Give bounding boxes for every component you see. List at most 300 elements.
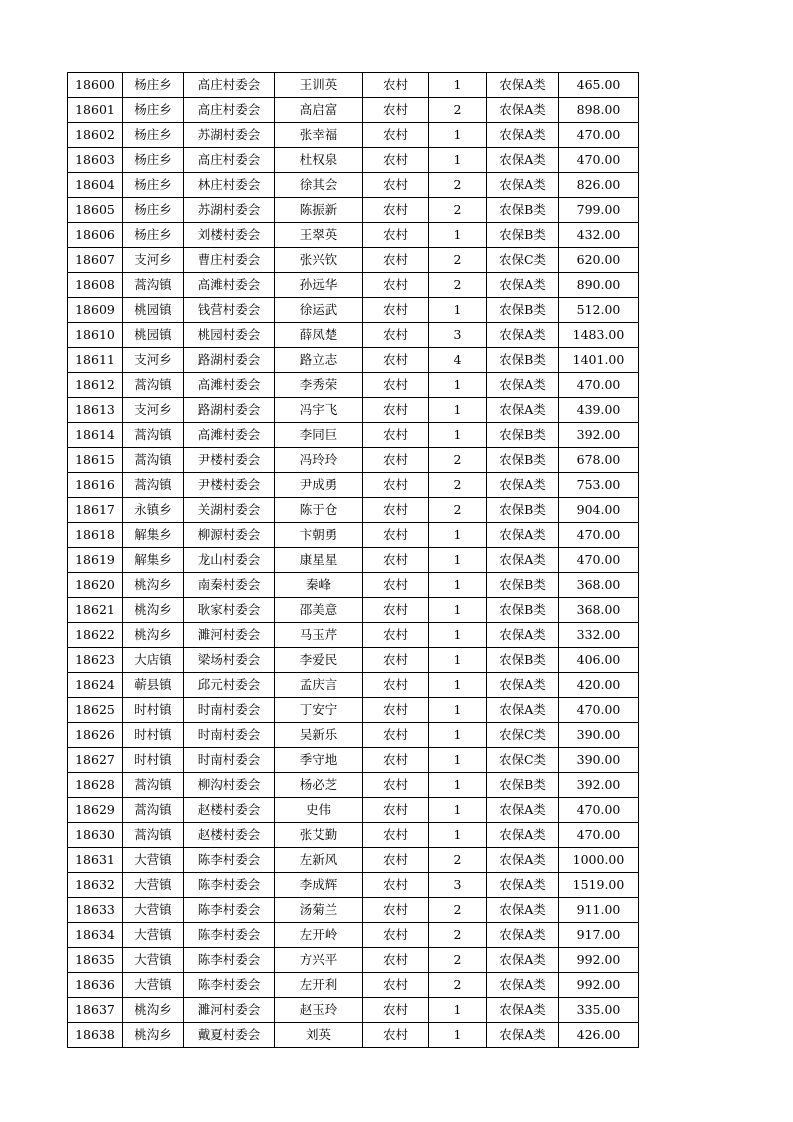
township-cell: 支河乡 bbox=[123, 398, 184, 423]
area-type-cell: 农村 bbox=[363, 598, 429, 623]
table-row bbox=[68, 148, 639, 173]
township-cell: 蒿沟镇 bbox=[123, 773, 184, 798]
name-cell: 刘英 bbox=[275, 1023, 363, 1048]
area-type-cell: 农村 bbox=[363, 748, 429, 773]
township-cell: 蒿沟镇 bbox=[123, 798, 184, 823]
household-count-cell: 1 bbox=[429, 823, 487, 848]
amount-cell: 392.00 bbox=[559, 773, 639, 798]
village-committee-cell: 龙山村委会 bbox=[184, 548, 275, 573]
amount-cell: 470.00 bbox=[559, 123, 639, 148]
township-cell: 永镇乡 bbox=[123, 498, 184, 523]
record-id-cell: 18619 bbox=[68, 548, 123, 573]
amount-cell: 898.00 bbox=[559, 98, 639, 123]
area-type-cell: 农村 bbox=[363, 948, 429, 973]
area-type-cell: 农村 bbox=[363, 548, 429, 573]
area-type-cell: 农村 bbox=[363, 173, 429, 198]
village-committee-cell: 尹楼村委会 bbox=[184, 448, 275, 473]
name-cell: 冯玲玲 bbox=[275, 448, 363, 473]
area-type-cell: 农村 bbox=[363, 148, 429, 173]
name-cell: 路立志 bbox=[275, 348, 363, 373]
village-committee-cell: 高滩村委会 bbox=[184, 373, 275, 398]
name-cell: 徐其会 bbox=[275, 173, 363, 198]
amount-cell: 470.00 bbox=[559, 148, 639, 173]
record-id-cell: 18630 bbox=[68, 823, 123, 848]
township-cell: 杨庄乡 bbox=[123, 148, 184, 173]
village-committee-cell: 高庄村委会 bbox=[184, 98, 275, 123]
household-count-cell: 4 bbox=[429, 348, 487, 373]
household-count-cell: 1 bbox=[429, 798, 487, 823]
amount-cell: 368.00 bbox=[559, 598, 639, 623]
insurance-category-cell: 农保A类 bbox=[487, 898, 559, 923]
household-count-cell: 1 bbox=[429, 373, 487, 398]
name-cell: 康星星 bbox=[275, 548, 363, 573]
household-count-cell: 1 bbox=[429, 73, 487, 98]
household-count-cell: 1 bbox=[429, 548, 487, 573]
amount-cell: 470.00 bbox=[559, 823, 639, 848]
roster-table bbox=[67, 72, 639, 1048]
name-cell: 尹成勇 bbox=[275, 473, 363, 498]
household-count-cell: 1 bbox=[429, 698, 487, 723]
township-cell: 大营镇 bbox=[123, 873, 184, 898]
insurance-category-cell: 农保B类 bbox=[487, 198, 559, 223]
township-cell: 蒿沟镇 bbox=[123, 273, 184, 298]
table-row bbox=[68, 748, 639, 773]
record-id-cell: 18626 bbox=[68, 723, 123, 748]
amount-cell: 753.00 bbox=[559, 473, 639, 498]
household-count-cell: 3 bbox=[429, 323, 487, 348]
area-type-cell: 农村 bbox=[363, 923, 429, 948]
name-cell: 孙远华 bbox=[275, 273, 363, 298]
household-count-cell: 1 bbox=[429, 748, 487, 773]
amount-cell: 678.00 bbox=[559, 448, 639, 473]
household-count-cell: 1 bbox=[429, 123, 487, 148]
village-committee-cell: 柳源村委会 bbox=[184, 523, 275, 548]
village-committee-cell: 陈李村委会 bbox=[184, 973, 275, 998]
name-cell: 李秀荣 bbox=[275, 373, 363, 398]
village-committee-cell: 路湖村委会 bbox=[184, 398, 275, 423]
table-row bbox=[68, 723, 639, 748]
record-id-cell: 18629 bbox=[68, 798, 123, 823]
insurance-category-cell: 农保A类 bbox=[487, 398, 559, 423]
household-count-cell: 1 bbox=[429, 773, 487, 798]
township-cell: 大营镇 bbox=[123, 948, 184, 973]
insurance-category-cell: 农保B类 bbox=[487, 348, 559, 373]
township-cell: 蒿沟镇 bbox=[123, 823, 184, 848]
household-count-cell: 1 bbox=[429, 573, 487, 598]
amount-cell: 470.00 bbox=[559, 798, 639, 823]
name-cell: 李爱民 bbox=[275, 648, 363, 673]
insurance-category-cell: 农保B类 bbox=[487, 648, 559, 673]
amount-cell: 1000.00 bbox=[559, 848, 639, 873]
table-row bbox=[68, 773, 639, 798]
area-type-cell: 农村 bbox=[363, 848, 429, 873]
insurance-category-cell: 农保A类 bbox=[487, 373, 559, 398]
area-type-cell: 农村 bbox=[363, 398, 429, 423]
area-type-cell: 农村 bbox=[363, 573, 429, 598]
village-committee-cell: 高庄村委会 bbox=[184, 148, 275, 173]
village-committee-cell: 陈李村委会 bbox=[184, 898, 275, 923]
name-cell: 史伟 bbox=[275, 798, 363, 823]
record-id-cell: 18606 bbox=[68, 223, 123, 248]
area-type-cell: 农村 bbox=[363, 373, 429, 398]
record-id-cell: 18614 bbox=[68, 423, 123, 448]
record-id-cell: 18603 bbox=[68, 148, 123, 173]
village-committee-cell: 戴夏村委会 bbox=[184, 1023, 275, 1048]
village-committee-cell: 陈李村委会 bbox=[184, 948, 275, 973]
household-count-cell: 1 bbox=[429, 148, 487, 173]
township-cell: 杨庄乡 bbox=[123, 223, 184, 248]
village-committee-cell: 苏湖村委会 bbox=[184, 198, 275, 223]
amount-cell: 432.00 bbox=[559, 223, 639, 248]
area-type-cell: 农村 bbox=[363, 198, 429, 223]
amount-cell: 368.00 bbox=[559, 573, 639, 598]
amount-cell: 992.00 bbox=[559, 948, 639, 973]
township-cell: 桃沟乡 bbox=[123, 573, 184, 598]
area-type-cell: 农村 bbox=[363, 698, 429, 723]
insurance-category-cell: 农保A类 bbox=[487, 98, 559, 123]
village-committee-cell: 时南村委会 bbox=[184, 748, 275, 773]
insurance-category-cell: 农保A类 bbox=[487, 1023, 559, 1048]
household-count-cell: 2 bbox=[429, 448, 487, 473]
village-committee-cell: 南秦村委会 bbox=[184, 573, 275, 598]
area-type-cell: 农村 bbox=[363, 473, 429, 498]
name-cell: 王训英 bbox=[275, 73, 363, 98]
name-cell: 马玉芹 bbox=[275, 623, 363, 648]
township-cell: 杨庄乡 bbox=[123, 73, 184, 98]
township-cell: 支河乡 bbox=[123, 348, 184, 373]
insurance-category-cell: 农保A类 bbox=[487, 548, 559, 573]
village-committee-cell: 耿家村委会 bbox=[184, 598, 275, 623]
name-cell: 邵美意 bbox=[275, 598, 363, 623]
household-count-cell: 1 bbox=[429, 648, 487, 673]
township-cell: 桃沟乡 bbox=[123, 598, 184, 623]
household-count-cell: 1 bbox=[429, 523, 487, 548]
record-id-cell: 18638 bbox=[68, 1023, 123, 1048]
insurance-category-cell: 农保A类 bbox=[487, 823, 559, 848]
household-count-cell: 2 bbox=[429, 898, 487, 923]
table-row bbox=[68, 273, 639, 298]
amount-cell: 620.00 bbox=[559, 248, 639, 273]
name-cell: 汤菊兰 bbox=[275, 898, 363, 923]
area-type-cell: 农村 bbox=[363, 1023, 429, 1048]
insurance-category-cell: 农保B类 bbox=[487, 448, 559, 473]
name-cell: 李同巨 bbox=[275, 423, 363, 448]
table-row bbox=[68, 523, 639, 548]
name-cell: 吴新乐 bbox=[275, 723, 363, 748]
name-cell: 孟庆言 bbox=[275, 673, 363, 698]
table-row bbox=[68, 548, 639, 573]
area-type-cell: 农村 bbox=[363, 523, 429, 548]
name-cell: 张幸福 bbox=[275, 123, 363, 148]
table-row bbox=[68, 948, 639, 973]
township-cell: 时村镇 bbox=[123, 698, 184, 723]
record-id-cell: 18631 bbox=[68, 848, 123, 873]
amount-cell: 470.00 bbox=[559, 373, 639, 398]
table-row bbox=[68, 848, 639, 873]
table-row bbox=[68, 973, 639, 998]
amount-cell: 470.00 bbox=[559, 523, 639, 548]
record-id-cell: 18612 bbox=[68, 373, 123, 398]
insurance-category-cell: 农保A类 bbox=[487, 623, 559, 648]
table-row bbox=[68, 898, 639, 923]
name-cell: 赵玉玲 bbox=[275, 998, 363, 1023]
amount-cell: 470.00 bbox=[559, 548, 639, 573]
record-id-cell: 18611 bbox=[68, 348, 123, 373]
insurance-category-cell: 农保A类 bbox=[487, 323, 559, 348]
household-count-cell: 1 bbox=[429, 623, 487, 648]
amount-cell: 406.00 bbox=[559, 648, 639, 673]
household-count-cell: 2 bbox=[429, 248, 487, 273]
village-committee-cell: 濉河村委会 bbox=[184, 998, 275, 1023]
table-row bbox=[68, 123, 639, 148]
record-id-cell: 18637 bbox=[68, 998, 123, 1023]
name-cell: 张艾勤 bbox=[275, 823, 363, 848]
village-committee-cell: 曹庄村委会 bbox=[184, 248, 275, 273]
village-committee-cell: 林庄村委会 bbox=[184, 173, 275, 198]
township-cell: 桃沟乡 bbox=[123, 998, 184, 1023]
township-cell: 时村镇 bbox=[123, 748, 184, 773]
name-cell: 徐运武 bbox=[275, 298, 363, 323]
insurance-category-cell: 农保B类 bbox=[487, 573, 559, 598]
village-committee-cell: 梁场村委会 bbox=[184, 648, 275, 673]
area-type-cell: 农村 bbox=[363, 648, 429, 673]
record-id-cell: 18607 bbox=[68, 248, 123, 273]
name-cell: 陈于仓 bbox=[275, 498, 363, 523]
amount-cell: 439.00 bbox=[559, 398, 639, 423]
township-cell: 支河乡 bbox=[123, 248, 184, 273]
household-count-cell: 1 bbox=[429, 298, 487, 323]
township-cell: 大营镇 bbox=[123, 848, 184, 873]
area-type-cell: 农村 bbox=[363, 423, 429, 448]
township-cell: 蕲县镇 bbox=[123, 673, 184, 698]
area-type-cell: 农村 bbox=[363, 623, 429, 648]
insurance-category-cell: 农保A类 bbox=[487, 973, 559, 998]
area-type-cell: 农村 bbox=[363, 723, 429, 748]
insurance-category-cell: 农保A类 bbox=[487, 848, 559, 873]
village-committee-cell: 尹楼村委会 bbox=[184, 473, 275, 498]
village-committee-cell: 路湖村委会 bbox=[184, 348, 275, 373]
area-type-cell: 农村 bbox=[363, 873, 429, 898]
township-cell: 大店镇 bbox=[123, 648, 184, 673]
name-cell: 季守地 bbox=[275, 748, 363, 773]
insurance-category-cell: 农保A类 bbox=[487, 523, 559, 548]
table-row bbox=[68, 648, 639, 673]
household-count-cell: 2 bbox=[429, 473, 487, 498]
name-cell: 方兴平 bbox=[275, 948, 363, 973]
name-cell: 高启富 bbox=[275, 98, 363, 123]
record-id-cell: 18632 bbox=[68, 873, 123, 898]
table-row bbox=[68, 248, 639, 273]
table-row bbox=[68, 98, 639, 123]
name-cell: 丁安宁 bbox=[275, 698, 363, 723]
area-type-cell: 农村 bbox=[363, 448, 429, 473]
roster-body bbox=[68, 73, 639, 1048]
insurance-category-cell: 农保A类 bbox=[487, 698, 559, 723]
household-count-cell: 1 bbox=[429, 423, 487, 448]
name-cell: 秦峰 bbox=[275, 573, 363, 598]
insurance-category-cell: 农保A类 bbox=[487, 273, 559, 298]
area-type-cell: 农村 bbox=[363, 498, 429, 523]
name-cell: 左开利 bbox=[275, 973, 363, 998]
insurance-category-cell: 农保B类 bbox=[487, 598, 559, 623]
table-row bbox=[68, 398, 639, 423]
township-cell: 杨庄乡 bbox=[123, 198, 184, 223]
amount-cell: 426.00 bbox=[559, 1023, 639, 1048]
name-cell: 卞朝勇 bbox=[275, 523, 363, 548]
table-row bbox=[68, 348, 639, 373]
township-cell: 蒿沟镇 bbox=[123, 423, 184, 448]
record-id-cell: 18622 bbox=[68, 623, 123, 648]
record-id-cell: 18616 bbox=[68, 473, 123, 498]
area-type-cell: 农村 bbox=[363, 798, 429, 823]
village-committee-cell: 高滩村委会 bbox=[184, 273, 275, 298]
amount-cell: 335.00 bbox=[559, 998, 639, 1023]
township-cell: 蒿沟镇 bbox=[123, 373, 184, 398]
village-committee-cell: 柳沟村委会 bbox=[184, 773, 275, 798]
household-count-cell: 2 bbox=[429, 948, 487, 973]
table-row bbox=[68, 423, 639, 448]
insurance-category-cell: 农保B类 bbox=[487, 773, 559, 798]
table-row bbox=[68, 198, 639, 223]
name-cell: 陈振新 bbox=[275, 198, 363, 223]
village-committee-cell: 时南村委会 bbox=[184, 698, 275, 723]
name-cell: 杜权泉 bbox=[275, 148, 363, 173]
area-type-cell: 农村 bbox=[363, 73, 429, 98]
amount-cell: 332.00 bbox=[559, 623, 639, 648]
village-committee-cell: 时南村委会 bbox=[184, 723, 275, 748]
amount-cell: 890.00 bbox=[559, 273, 639, 298]
township-cell: 桃沟乡 bbox=[123, 623, 184, 648]
record-id-cell: 18618 bbox=[68, 523, 123, 548]
insurance-category-cell: 农保C类 bbox=[487, 248, 559, 273]
record-id-cell: 18617 bbox=[68, 498, 123, 523]
insurance-category-cell: 农保A类 bbox=[487, 873, 559, 898]
insurance-category-cell: 农保B类 bbox=[487, 423, 559, 448]
township-cell: 解集乡 bbox=[123, 548, 184, 573]
record-id-cell: 18625 bbox=[68, 698, 123, 723]
record-id-cell: 18627 bbox=[68, 748, 123, 773]
table-row bbox=[68, 673, 639, 698]
insurance-category-cell: 农保A类 bbox=[487, 123, 559, 148]
household-count-cell: 1 bbox=[429, 1023, 487, 1048]
record-id-cell: 18601 bbox=[68, 98, 123, 123]
record-id-cell: 18609 bbox=[68, 298, 123, 323]
table-row bbox=[68, 798, 639, 823]
table-row bbox=[68, 573, 639, 598]
name-cell: 冯宇飞 bbox=[275, 398, 363, 423]
table-row bbox=[68, 998, 639, 1023]
record-id-cell: 18636 bbox=[68, 973, 123, 998]
table-row bbox=[68, 823, 639, 848]
household-count-cell: 1 bbox=[429, 398, 487, 423]
table-row bbox=[68, 373, 639, 398]
village-committee-cell: 陈李村委会 bbox=[184, 873, 275, 898]
village-committee-cell: 关湖村委会 bbox=[184, 498, 275, 523]
township-cell: 蒿沟镇 bbox=[123, 473, 184, 498]
area-type-cell: 农村 bbox=[363, 98, 429, 123]
amount-cell: 826.00 bbox=[559, 173, 639, 198]
record-id-cell: 18604 bbox=[68, 173, 123, 198]
village-committee-cell: 苏湖村委会 bbox=[184, 123, 275, 148]
table-row bbox=[68, 598, 639, 623]
record-id-cell: 18635 bbox=[68, 948, 123, 973]
household-count-cell: 2 bbox=[429, 498, 487, 523]
insurance-category-cell: 农保A类 bbox=[487, 148, 559, 173]
township-cell: 杨庄乡 bbox=[123, 173, 184, 198]
insurance-category-cell: 农保A类 bbox=[487, 948, 559, 973]
insurance-category-cell: 农保C类 bbox=[487, 748, 559, 773]
amount-cell: 1483.00 bbox=[559, 323, 639, 348]
area-type-cell: 农村 bbox=[363, 123, 429, 148]
village-committee-cell: 钱营村委会 bbox=[184, 298, 275, 323]
insurance-category-cell: 农保A类 bbox=[487, 923, 559, 948]
name-cell: 李成辉 bbox=[275, 873, 363, 898]
table-row bbox=[68, 223, 639, 248]
amount-cell: 799.00 bbox=[559, 198, 639, 223]
record-id-cell: 18608 bbox=[68, 273, 123, 298]
township-cell: 桃园镇 bbox=[123, 323, 184, 348]
area-type-cell: 农村 bbox=[363, 898, 429, 923]
record-id-cell: 18610 bbox=[68, 323, 123, 348]
record-id-cell: 18605 bbox=[68, 198, 123, 223]
amount-cell: 390.00 bbox=[559, 723, 639, 748]
table-row bbox=[68, 923, 639, 948]
township-cell: 大营镇 bbox=[123, 898, 184, 923]
township-cell: 桃园镇 bbox=[123, 298, 184, 323]
village-committee-cell: 濉河村委会 bbox=[184, 623, 275, 648]
village-committee-cell: 高庄村委会 bbox=[184, 73, 275, 98]
table-row bbox=[68, 298, 639, 323]
area-type-cell: 农村 bbox=[363, 823, 429, 848]
household-count-cell: 2 bbox=[429, 173, 487, 198]
amount-cell: 1519.00 bbox=[559, 873, 639, 898]
household-count-cell: 2 bbox=[429, 98, 487, 123]
household-count-cell: 1 bbox=[429, 673, 487, 698]
record-id-cell: 18628 bbox=[68, 773, 123, 798]
table-row bbox=[68, 73, 639, 98]
township-cell: 杨庄乡 bbox=[123, 98, 184, 123]
amount-cell: 465.00 bbox=[559, 73, 639, 98]
household-count-cell: 1 bbox=[429, 998, 487, 1023]
township-cell: 解集乡 bbox=[123, 523, 184, 548]
amount-cell: 470.00 bbox=[559, 698, 639, 723]
amount-cell: 390.00 bbox=[559, 748, 639, 773]
record-id-cell: 18633 bbox=[68, 898, 123, 923]
insurance-category-cell: 农保C类 bbox=[487, 723, 559, 748]
area-type-cell: 农村 bbox=[363, 348, 429, 373]
village-committee-cell: 陈李村委会 bbox=[184, 848, 275, 873]
township-cell: 大营镇 bbox=[123, 973, 184, 998]
household-count-cell: 3 bbox=[429, 873, 487, 898]
household-count-cell: 2 bbox=[429, 923, 487, 948]
household-count-cell: 2 bbox=[429, 273, 487, 298]
name-cell: 左新风 bbox=[275, 848, 363, 873]
household-count-cell: 1 bbox=[429, 223, 487, 248]
name-cell: 杨必芝 bbox=[275, 773, 363, 798]
table-row bbox=[68, 698, 639, 723]
village-committee-cell: 刘楼村委会 bbox=[184, 223, 275, 248]
village-committee-cell: 赵楼村委会 bbox=[184, 798, 275, 823]
township-cell: 大营镇 bbox=[123, 923, 184, 948]
table-row bbox=[68, 173, 639, 198]
area-type-cell: 农村 bbox=[363, 973, 429, 998]
record-id-cell: 18613 bbox=[68, 398, 123, 423]
township-cell: 蒿沟镇 bbox=[123, 448, 184, 473]
name-cell: 王翠英 bbox=[275, 223, 363, 248]
village-committee-cell: 邱元村委会 bbox=[184, 673, 275, 698]
area-type-cell: 农村 bbox=[363, 273, 429, 298]
household-count-cell: 1 bbox=[429, 723, 487, 748]
